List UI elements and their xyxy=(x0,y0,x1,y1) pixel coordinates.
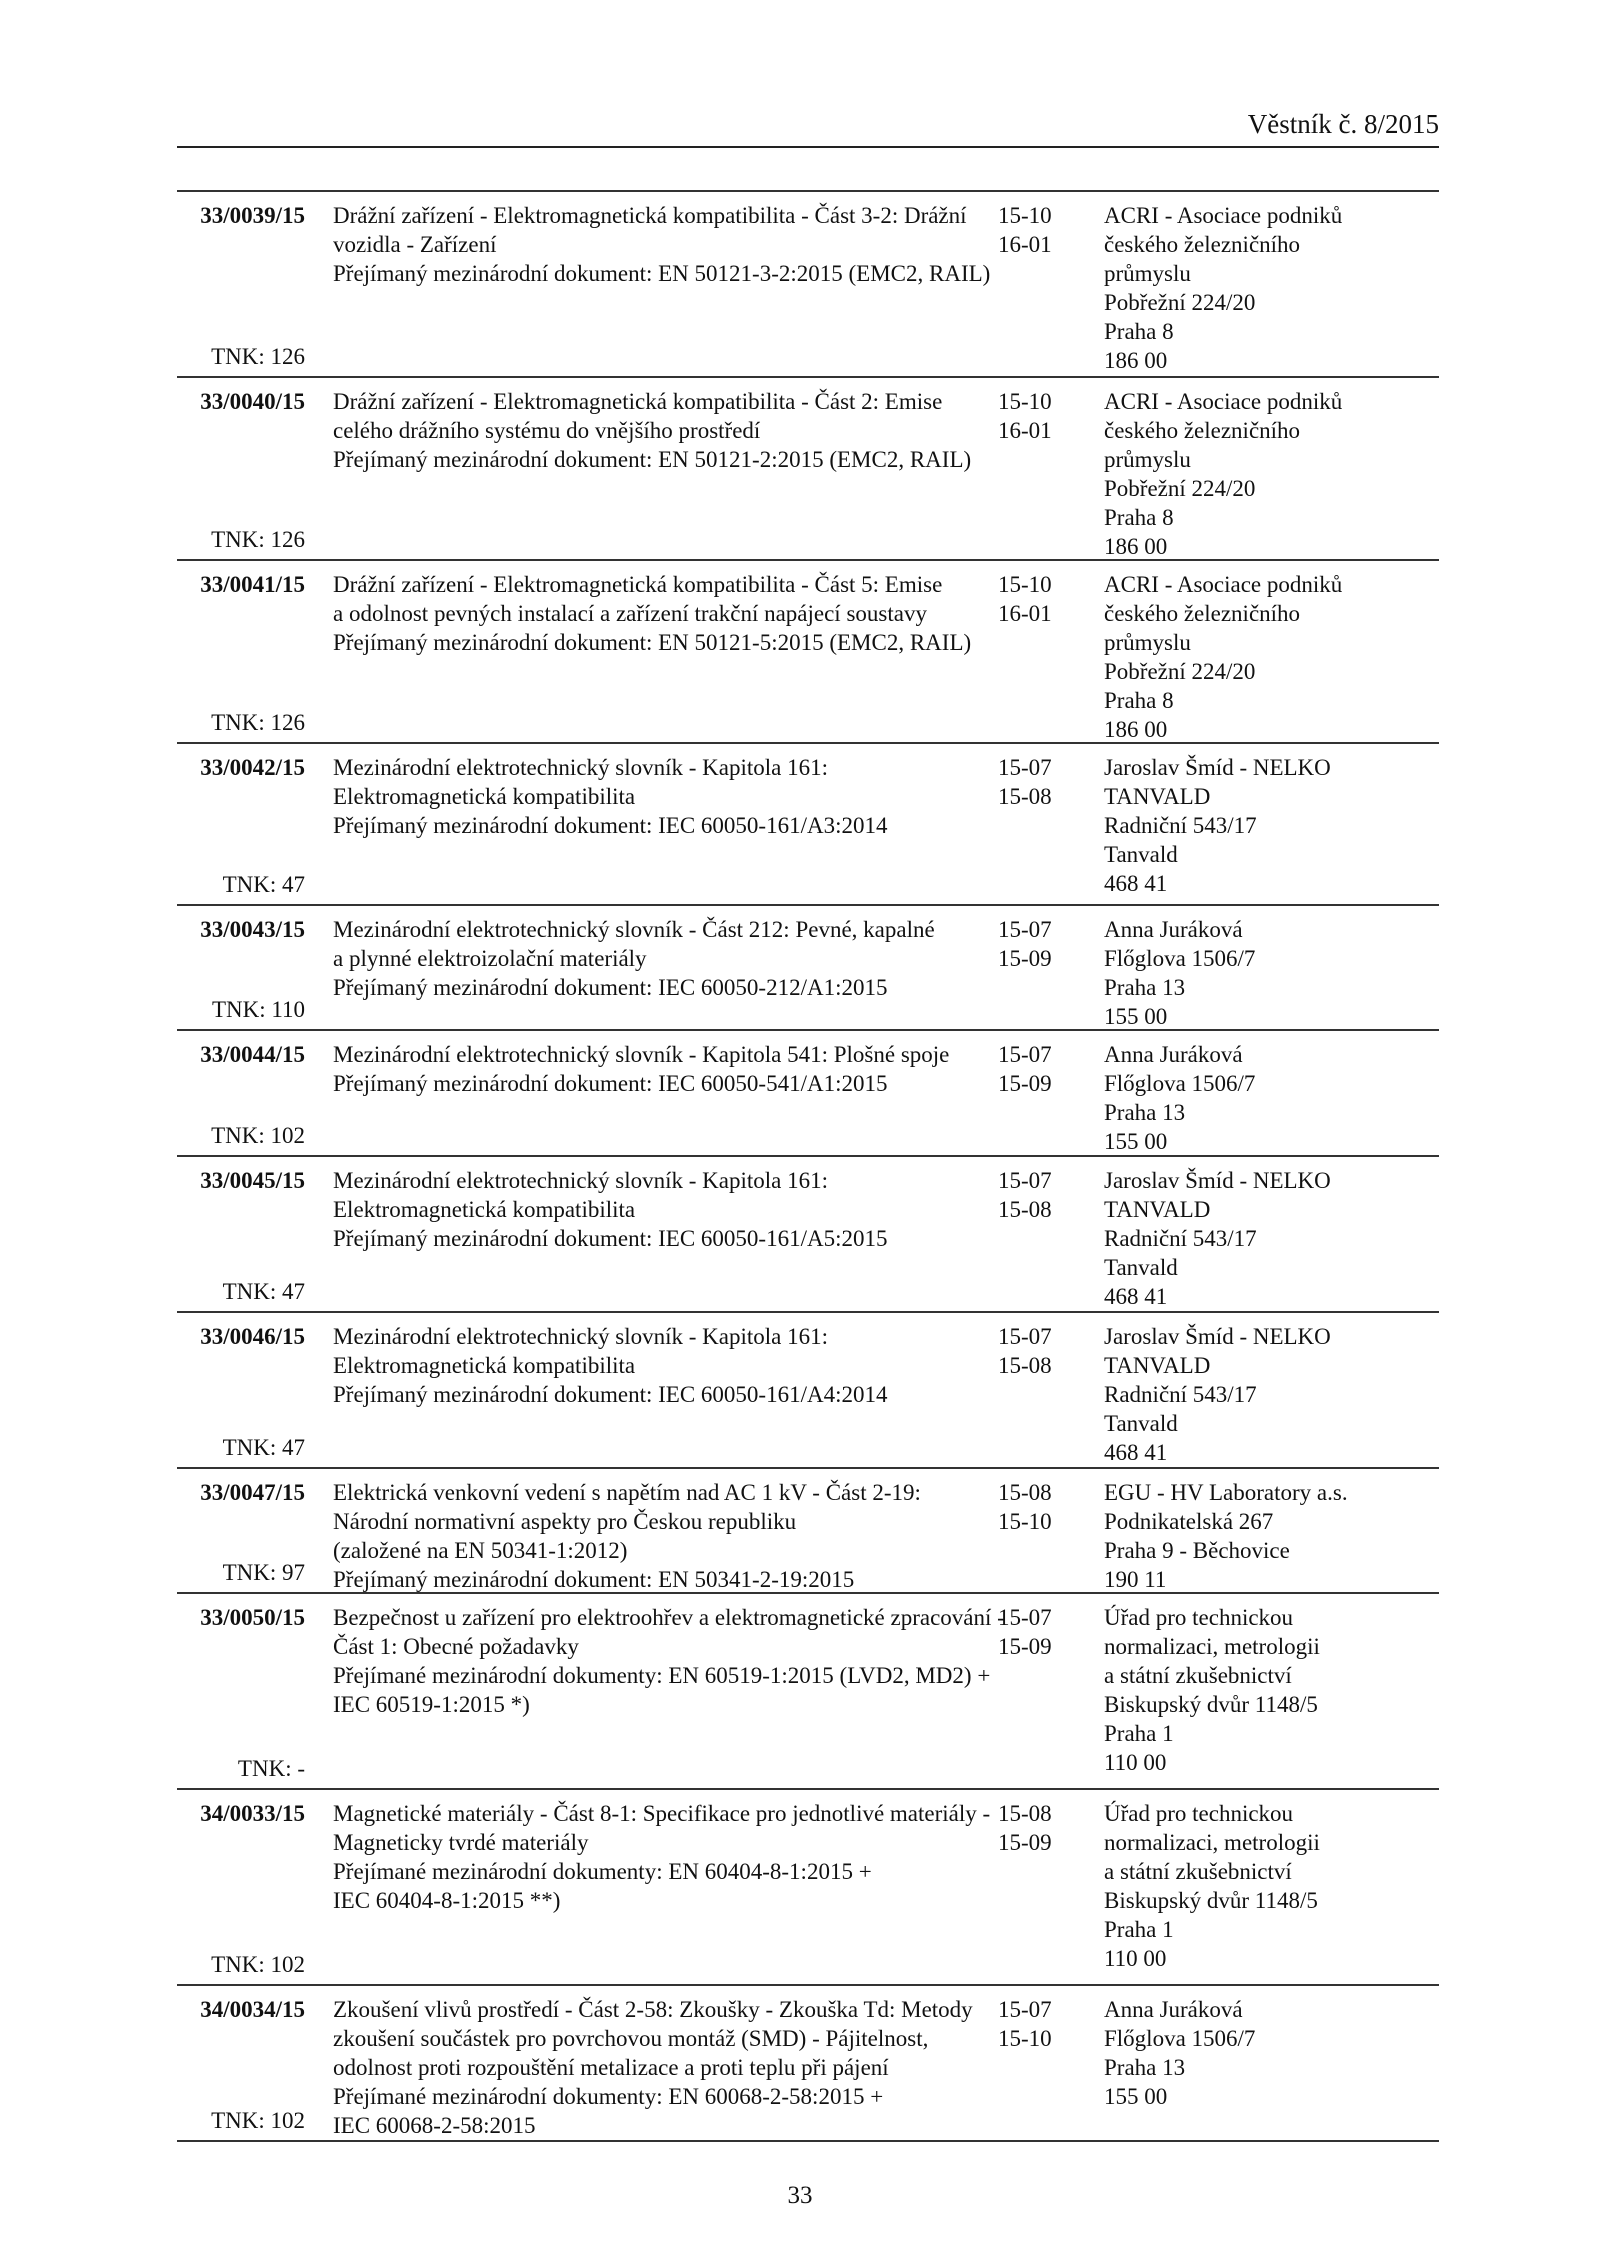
description-line: Přejímaný mezinárodní dokument: EN 50121-3-2:2015 (EMC2, RAIL) xyxy=(333,261,991,286)
address-line: Anna Juráková xyxy=(1104,1997,1243,2022)
address-line: Praha 1 xyxy=(1104,1721,1174,1746)
description-line: Přejímaný mezinárodní dokument: IEC 60050-161/A5:2015 xyxy=(333,1226,888,1251)
description-line: Přejímaný mezinárodní dokument: IEC 60050-161/A4:2014 xyxy=(333,1382,888,1407)
address-line: Praha 8 xyxy=(1104,319,1174,344)
description-line: Elektrická venkovní vedení s napětím nad AC 1 kV - Část 2-19: xyxy=(333,1480,921,1505)
address-line: Praha 1 xyxy=(1104,1917,1174,1942)
date-value: 16-01 xyxy=(998,232,1052,257)
description-line: Přejímaný mezinárodní dokument: IEC 60050-161/A3:2014 xyxy=(333,813,888,838)
record-number: 33/0044/15 xyxy=(200,1042,305,1067)
date-value: 15-10 xyxy=(998,2026,1052,2051)
record-number: 33/0043/15 xyxy=(200,917,305,942)
address-line: ACRI - Asociace podniků xyxy=(1104,203,1343,228)
description-line: Mezinárodní elektrotechnický slovník - Kapitola 161: xyxy=(333,1324,829,1349)
record-tnk: TNK: 102 xyxy=(211,2108,305,2133)
record-dates xyxy=(992,570,1104,742)
address-line: Radniční 543/17 xyxy=(1104,813,1257,838)
address-line: 186 00 xyxy=(1104,717,1168,742)
record-id-cell xyxy=(177,1322,305,1467)
address-line: normalizaci, metrologii xyxy=(1104,1634,1320,1659)
address-line: Tanvald xyxy=(1104,1255,1178,1280)
address-line: TANVALD xyxy=(1104,1197,1211,1222)
description-line: zkoušení součástek pro povrchovou montáž (SMD) - Pájitelnost, xyxy=(333,2026,929,2051)
record-row xyxy=(177,1594,1439,1790)
address-line: ACRI - Asociace podniků xyxy=(1104,389,1343,414)
address-line: 155 00 xyxy=(1104,1004,1168,1029)
date-value: 15-07 xyxy=(998,1042,1052,1067)
address-line: Anna Juráková xyxy=(1104,1042,1243,1067)
address-line: Biskupský dvůr 1148/5 xyxy=(1104,1692,1318,1717)
address-line: Praha 13 xyxy=(1104,975,1186,1000)
record-id-cell xyxy=(177,387,305,559)
address-line: EGU - HV Laboratory a.s. xyxy=(1104,1480,1348,1505)
description-line: Národní normativní aspekty pro Českou republiku xyxy=(333,1509,797,1534)
date-value: 15-08 xyxy=(998,784,1052,809)
description-line: a odolnost pevných instalací a zařízení trakční napájecí soustavy xyxy=(333,601,927,626)
address-line: Praha 13 xyxy=(1104,2055,1186,2080)
description-line: Drážní zařízení - Elektromagnetická kompatibilita - Část 2: Emise xyxy=(333,389,943,414)
record-description xyxy=(305,753,992,904)
page-number: 33 xyxy=(787,2182,813,2209)
record-row xyxy=(177,744,1439,906)
record-id-cell xyxy=(177,1995,305,2140)
description-line: Drážní zařízení - Elektromagnetická kompatibilita - Část 5: Emise xyxy=(333,572,943,597)
date-value: 15-07 xyxy=(998,1997,1052,2022)
record-id-cell xyxy=(177,570,305,742)
date-value: 15-10 xyxy=(998,203,1052,228)
date-value: 15-08 xyxy=(998,1197,1052,1222)
description-line: Bezpečnost u zařízení pro elektroohřev a elektromagnetické zpracování - xyxy=(333,1605,1005,1630)
address-line: Praha 9 - Běchovice xyxy=(1104,1538,1290,1563)
record-number: 33/0039/15 xyxy=(200,203,305,228)
address-line: českého železničního xyxy=(1104,418,1301,443)
address-line: Jaroslav Šmíd - NELKO xyxy=(1104,1168,1331,1193)
record-description xyxy=(305,387,992,559)
address-line: TANVALD xyxy=(1104,1353,1211,1378)
date-value: 15-07 xyxy=(998,917,1052,942)
address-line: 468 41 xyxy=(1104,871,1168,896)
address-line: a státní zkušebnictví xyxy=(1104,1663,1292,1688)
address-line: průmyslu xyxy=(1104,630,1191,655)
date-value: 16-01 xyxy=(998,601,1052,626)
record-dates xyxy=(992,915,1104,1029)
description-line: Magneticky tvrdé materiály xyxy=(333,1830,589,1855)
address-line: 110 00 xyxy=(1104,1750,1167,1775)
address-line: Flőglova 1506/7 xyxy=(1104,1071,1256,1096)
record-address xyxy=(1104,1478,1439,1592)
record-dates xyxy=(992,1478,1104,1592)
date-value: 15-07 xyxy=(998,755,1052,780)
record-address xyxy=(1104,1799,1439,1984)
description-line: Přejímaný mezinárodní dokument: EN 50341-2-19:2015 xyxy=(333,1567,855,1592)
address-line: Jaroslav Šmíd - NELKO xyxy=(1104,755,1331,780)
record-description xyxy=(305,1166,992,1311)
date-value: 15-09 xyxy=(998,946,1052,971)
record-description xyxy=(305,1603,1005,1788)
record-description xyxy=(305,915,992,1029)
record-id-cell xyxy=(177,1603,305,1788)
address-line: českého železničního xyxy=(1104,232,1301,257)
address-line: Radniční 543/17 xyxy=(1104,1226,1257,1251)
record-address xyxy=(1104,387,1439,559)
address-line: Praha 8 xyxy=(1104,688,1174,713)
description-line: Přejímané mezinárodní dokumenty: EN 60068-2-58:2015 + xyxy=(333,2084,884,2109)
date-value: 16-01 xyxy=(998,418,1052,443)
address-line: 468 41 xyxy=(1104,1440,1168,1465)
description-line: Přejímané mezinárodní dokumenty: EN 60404-8-1:2015 + xyxy=(333,1859,872,1884)
description-line: Mezinárodní elektrotechnický slovník - Část 212: Pevné, kapalné xyxy=(333,917,935,942)
records-table xyxy=(177,190,1439,2142)
address-line: Praha 8 xyxy=(1104,505,1174,530)
description-line: (založené na EN 50341-1:2012) xyxy=(333,1538,628,1563)
record-address xyxy=(1104,201,1439,376)
record-number: 33/0040/15 xyxy=(200,389,305,414)
record-id-cell xyxy=(177,1040,305,1155)
address-line: Jaroslav Šmíd - NELKO xyxy=(1104,1324,1331,1349)
description-line: IEC 60068-2-58:2015 xyxy=(333,2113,536,2138)
record-tnk: TNK: 47 xyxy=(222,1435,305,1460)
address-line: a státní zkušebnictví xyxy=(1104,1859,1292,1884)
record-number: 33/0050/15 xyxy=(200,1605,305,1630)
record-address xyxy=(1104,1322,1439,1467)
description-line: IEC 60404-8-1:2015 **) xyxy=(333,1888,561,1913)
bulletin-title: Věstník č. 8/2015 xyxy=(1247,109,1439,139)
address-line: 468 41 xyxy=(1104,1284,1168,1309)
record-row xyxy=(177,906,1439,1031)
record-dates xyxy=(992,1040,1104,1155)
record-dates xyxy=(992,1799,1104,1984)
description-line: celého drážního systému do vnějšího prostředí xyxy=(333,418,761,443)
address-line: Pobřežní 224/20 xyxy=(1104,476,1256,501)
description-line: Přejímané mezinárodní dokumenty: EN 60519-1:2015 (LVD2, MD2) + xyxy=(333,1663,991,1688)
record-id-cell xyxy=(177,1478,305,1592)
record-tnk: TNK: 102 xyxy=(211,1952,305,1977)
description-line: Přejímaný mezinárodní dokument: EN 50121-5:2015 (EMC2, RAIL) xyxy=(333,630,972,655)
address-line: Radniční 543/17 xyxy=(1104,1382,1257,1407)
address-line: Tanvald xyxy=(1104,842,1178,867)
description-line: Mezinárodní elektrotechnický slovník - Kapitola 161: xyxy=(333,755,829,780)
address-line: 186 00 xyxy=(1104,348,1168,373)
record-id-cell xyxy=(177,201,305,376)
record-tnk: TNK: 126 xyxy=(211,710,305,735)
record-address xyxy=(1104,1603,1439,1788)
record-number: 33/0041/15 xyxy=(200,572,305,597)
record-number: 34/0033/15 xyxy=(200,1801,305,1826)
record-dates xyxy=(992,1995,1104,2140)
record-tnk: TNK: 97 xyxy=(222,1560,305,1585)
record-id-cell xyxy=(177,753,305,904)
record-address xyxy=(1104,915,1439,1029)
description-line: Zkoušení vlivů prostředí - Část 2-58: Zkoušky - Zkouška Td: Metody xyxy=(333,1997,973,2022)
address-line: Podnikatelská 267 xyxy=(1104,1509,1274,1534)
address-line: českého železničního xyxy=(1104,601,1301,626)
record-dates xyxy=(992,1322,1104,1467)
record-description xyxy=(305,201,992,376)
record-description xyxy=(305,1040,992,1155)
address-line: normalizaci, metrologii xyxy=(1104,1830,1320,1855)
description-line: a plynné elektroizolační materiály xyxy=(333,946,647,971)
record-row xyxy=(177,561,1439,744)
description-line: Magnetické materiály - Část 8-1: Specifikace pro jednotlivé materiály - xyxy=(333,1801,991,1826)
date-value: 15-09 xyxy=(998,1071,1052,1096)
record-dates xyxy=(992,201,1104,376)
description-line: Přejímaný mezinárodní dokument: IEC 60050-541/A1:2015 xyxy=(333,1071,888,1096)
description-line: vozidla - Zařízení xyxy=(333,232,497,257)
description-line: Elektromagnetická kompatibilita xyxy=(333,1353,636,1378)
record-number: 33/0046/15 xyxy=(200,1324,305,1349)
description-line: Elektromagnetická kompatibilita xyxy=(333,784,636,809)
record-tnk: TNK: 126 xyxy=(211,527,305,552)
record-number: 33/0042/15 xyxy=(200,755,305,780)
description-line: Drážní zařízení - Elektromagnetická kompatibilita - Část 3-2: Drážní xyxy=(333,203,967,228)
record-row xyxy=(177,1031,1439,1157)
page-header xyxy=(177,108,1439,148)
address-line: Flőglova 1506/7 xyxy=(1104,946,1256,971)
description-line: IEC 60519-1:2015 *) xyxy=(333,1692,530,1717)
date-value: 15-09 xyxy=(998,1830,1052,1855)
address-line: 186 00 xyxy=(1104,534,1168,559)
record-id-cell xyxy=(177,1166,305,1311)
record-dates xyxy=(992,1166,1104,1311)
date-value: 15-07 xyxy=(998,1168,1052,1193)
date-value: 15-10 xyxy=(998,1509,1052,1534)
record-dates xyxy=(992,387,1104,559)
description-line: Mezinárodní elektrotechnický slovník - Kapitola 161: xyxy=(333,1168,829,1193)
record-description xyxy=(305,1995,992,2140)
address-line: Úřad pro technickou xyxy=(1104,1605,1294,1630)
record-description xyxy=(305,1799,992,1984)
address-line: 155 00 xyxy=(1104,1129,1168,1154)
address-line: Anna Juráková xyxy=(1104,917,1243,942)
address-line: Pobřežní 224/20 xyxy=(1104,290,1256,315)
record-tnk: TNK: 110 xyxy=(211,997,305,1022)
date-value: 15-08 xyxy=(998,1353,1052,1378)
address-line: TANVALD xyxy=(1104,784,1211,809)
record-number: 33/0045/15 xyxy=(200,1168,305,1193)
record-row xyxy=(177,1790,1439,1986)
date-value: 15-10 xyxy=(998,389,1052,414)
record-dates xyxy=(992,753,1104,904)
description-line: odolnost proti rozpouštění metalizace a proti teplu při pájení xyxy=(333,2055,889,2080)
record-dates xyxy=(992,1603,1104,1788)
record-row xyxy=(177,1469,1439,1594)
record-id-cell xyxy=(177,1799,305,1984)
record-row xyxy=(177,1157,1439,1313)
record-row xyxy=(177,1986,1439,2142)
record-tnk: TNK: 102 xyxy=(211,1123,305,1148)
date-value: 15-10 xyxy=(998,572,1052,597)
address-line: ACRI - Asociace podniků xyxy=(1104,572,1343,597)
record-id-cell xyxy=(177,915,305,1029)
date-value: 15-07 xyxy=(998,1605,1052,1630)
address-line: 190 11 xyxy=(1104,1567,1167,1592)
record-tnk: TNK: 47 xyxy=(222,1279,305,1304)
date-value: 15-08 xyxy=(998,1480,1052,1505)
address-line: Tanvald xyxy=(1104,1411,1178,1436)
address-line: 155 00 xyxy=(1104,2084,1168,2109)
address-line: 110 00 xyxy=(1104,1946,1167,1971)
record-row xyxy=(177,378,1439,561)
description-line: Elektromagnetická kompatibilita xyxy=(333,1197,636,1222)
description-line: Mezinárodní elektrotechnický slovník - Kapitola 541: Plošné spoje xyxy=(333,1042,950,1067)
date-value: 15-08 xyxy=(998,1801,1052,1826)
record-description xyxy=(305,570,992,742)
record-address xyxy=(1104,753,1439,904)
record-number: 33/0047/15 xyxy=(200,1480,305,1505)
record-row xyxy=(177,192,1439,378)
description-line: Přejímaný mezinárodní dokument: IEC 60050-212/A1:2015 xyxy=(333,975,888,1000)
record-description xyxy=(305,1478,992,1592)
address-line: Úřad pro technickou xyxy=(1104,1801,1294,1826)
address-line: Flőglova 1506/7 xyxy=(1104,2026,1256,2051)
address-line: Pobřežní 224/20 xyxy=(1104,659,1256,684)
record-address xyxy=(1104,1995,1439,2140)
record-description xyxy=(305,1322,992,1467)
date-value: 15-07 xyxy=(998,1324,1052,1349)
address-line: průmyslu xyxy=(1104,447,1191,472)
description-line: Část 1: Obecné požadavky xyxy=(333,1634,579,1659)
record-row xyxy=(177,1313,1439,1469)
date-value: 15-09 xyxy=(998,1634,1052,1659)
record-tnk: TNK: 47 xyxy=(222,872,305,897)
record-address xyxy=(1104,1040,1439,1155)
record-address xyxy=(1104,570,1439,742)
address-line: Biskupský dvůr 1148/5 xyxy=(1104,1888,1318,1913)
address-line: Praha 13 xyxy=(1104,1100,1186,1125)
description-line: Přejímaný mezinárodní dokument: EN 50121-2:2015 (EMC2, RAIL) xyxy=(333,447,972,472)
record-address xyxy=(1104,1166,1439,1311)
record-tnk: TNK: 126 xyxy=(211,344,305,369)
record-tnk: TNK: - xyxy=(237,1756,305,1781)
record-number: 34/0034/15 xyxy=(200,1997,305,2022)
address-line: průmyslu xyxy=(1104,261,1191,286)
